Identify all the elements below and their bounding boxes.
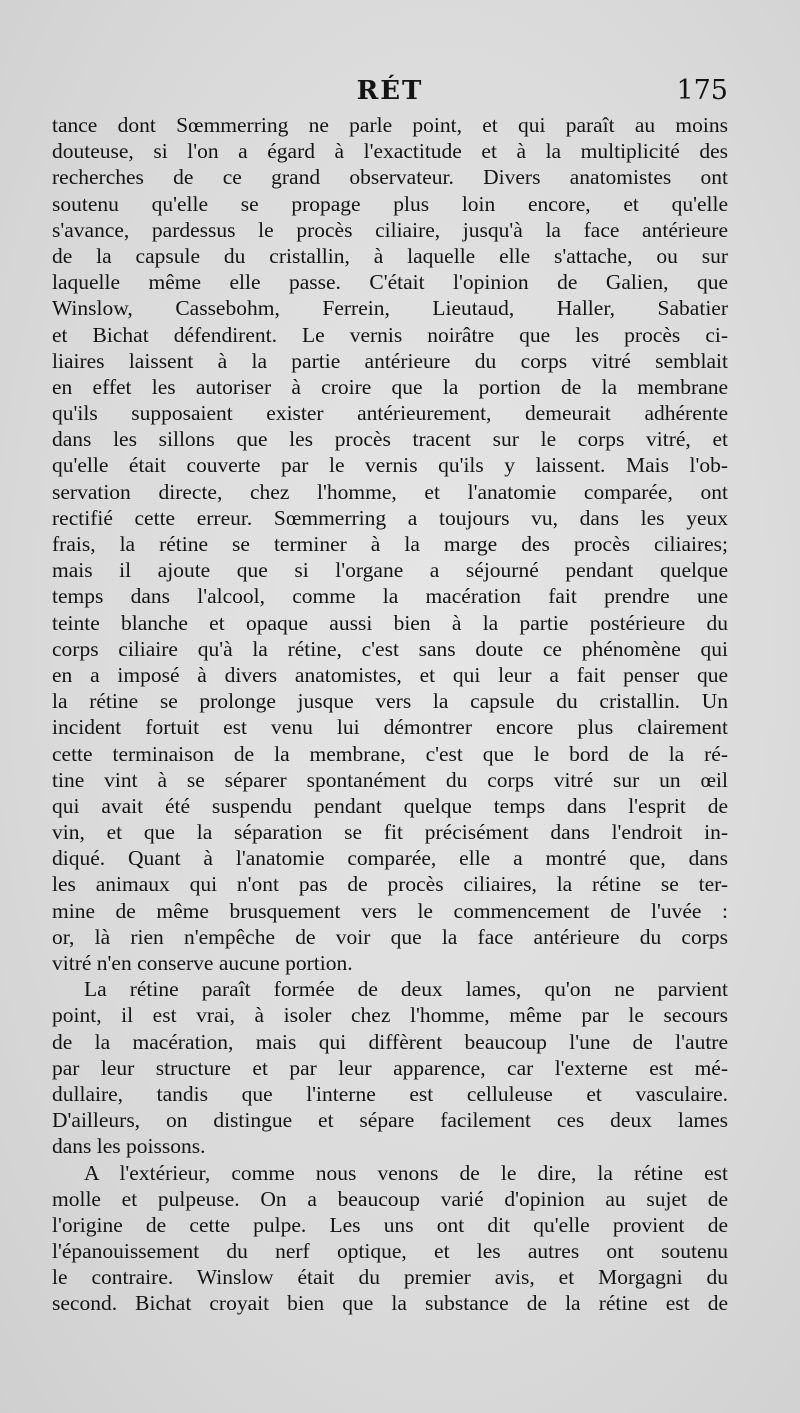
text-line: teinte blanche et opaque aussi bien à la partie postérieure du	[52, 610, 728, 635]
page-number: 175	[676, 75, 728, 106]
text-line: le contraire. Winslow était du premier avis, et Morgagni du	[52, 1265, 728, 1290]
text-line: mine de même brusquement vers le commencement de l'uvée :	[52, 898, 728, 923]
text-line: qu'ils supposaient exister antérieurement, demeurait adhérente	[52, 401, 728, 426]
text-line: laquelle même elle passe. C'était l'opinion de Galien, que	[52, 270, 728, 295]
text-line: en effet les autoriser à croire que la portion de la membrane	[52, 374, 728, 399]
text-line: La rétine paraît formée de deux lames, qu'on ne parvient	[84, 977, 728, 1002]
text-line: la rétine se prolonge jusque vers la capsule du cristallin. Un	[52, 689, 728, 714]
text-line: tance dont Sœmmerring ne parle point, et qui paraît au moins	[52, 113, 728, 137]
text-line: liaires laissent à la partie antérieure du corps vitré semblait	[52, 348, 728, 373]
text-line: s'avance, pardessus le procès ciliaire, jusqu'à la face antérieure	[52, 217, 728, 242]
body-text	[52, 112, 728, 1317]
text-line: molle et pulpeuse. On a beaucoup varié d'opinion au sujet de	[52, 1186, 728, 1211]
text-line: douteuse, si l'on a égard à l'exactitude et à la multiplicité des	[52, 139, 728, 164]
text-line: vitré n'en conserve aucune portion.	[52, 951, 353, 975]
text-line: diqué. Quant à l'anatomie comparée, elle a montré que, dans	[52, 846, 728, 871]
text-line: de la macération, mais qui diffèrent beaucoup l'une de l'autre	[52, 1029, 728, 1054]
text-line: servation directe, chez l'homme, et l'anatomie comparée, ont	[52, 479, 728, 504]
text-line: de la capsule du cristallin, à laquelle elle s'attache, ou sur	[52, 243, 728, 268]
text-line: qu'elle était couverte par le vernis qu'ils y laissent. Mais l'ob-	[52, 453, 728, 478]
text-line: qui avait été suspendu pendant quelque temps dans l'esprit de	[52, 793, 728, 818]
text-line: soutenu qu'elle se propage plus loin encore, et qu'elle	[52, 191, 728, 216]
text-line: dullaire, tandis que l'interne est celluleuse et vasculaire.	[52, 1081, 728, 1106]
running-head: RÉT	[356, 76, 424, 106]
text-line: par leur structure et par leur apparence, car l'externe est mé-	[52, 1055, 728, 1080]
text-line: vin, et que la séparation se fit précisément dans l'endroit in-	[52, 820, 728, 845]
text-line: frais, la rétine se terminer à la marge des procès ciliaires;	[52, 532, 728, 556]
text-line: recherches de ce grand observateur. Divers anatomistes ont	[52, 165, 728, 190]
text-line: point, il est vrai, à isoler chez l'homme, même par le secours	[52, 1003, 728, 1028]
text-line: tine vint à se séparer spontanément du corps vitré sur un œil	[52, 767, 728, 792]
text-line: les animaux qui n'ont pas de procès ciliaires, la rétine se ter-	[52, 872, 728, 897]
text-line: second. Bichat croyait bien que la substance de la rétine est de	[52, 1291, 728, 1316]
text-line: incident fortuit est venu lui démontrer encore plus clairement	[52, 715, 728, 740]
text-line: cette terminaison de la membrane, c'est que le bord de la ré-	[52, 741, 728, 766]
text-line: en a imposé à divers anatomistes, et qui leur a fait penser que	[52, 662, 728, 687]
text-line: or, là rien n'empêche de voir que la face antérieure du corps	[52, 924, 728, 949]
text-line: Winslow, Cassebohm, Ferrein, Lieutaud, Haller, Sabatier	[52, 296, 728, 321]
text-line: l'origine de cette pulpe. Les uns ont dit qu'elle provient de	[52, 1212, 728, 1237]
text-line: corps ciliaire qu'à la rétine, c'est sans doute ce phénomène qui	[52, 636, 728, 661]
text-line: dans les poissons.	[52, 1134, 206, 1159]
text-line: et Bichat défendirent. Le vernis noirâtre que les procès ci-	[52, 322, 728, 347]
text-line: l'épanouissement du nerf optique, et les autres ont soutenu	[52, 1239, 728, 1264]
text-line: rectifié cette erreur. Sœmmerring a toujours vu, dans les yeux	[52, 505, 728, 530]
text-line: mais il ajoute que si l'organe a séjourné pendant quelque	[52, 558, 728, 583]
text-line: dans les sillons que les procès tracent sur le corps vitré, et	[52, 427, 728, 452]
text-line: A l'extérieur, comme nous venons de le dire, la rétine est	[84, 1160, 728, 1185]
text-line: temps dans l'alcool, comme la macération fait prendre une	[52, 584, 728, 609]
text-line: D'ailleurs, on distingue et sépare facilement ces deux lames	[52, 1108, 728, 1133]
page-header	[52, 74, 728, 114]
